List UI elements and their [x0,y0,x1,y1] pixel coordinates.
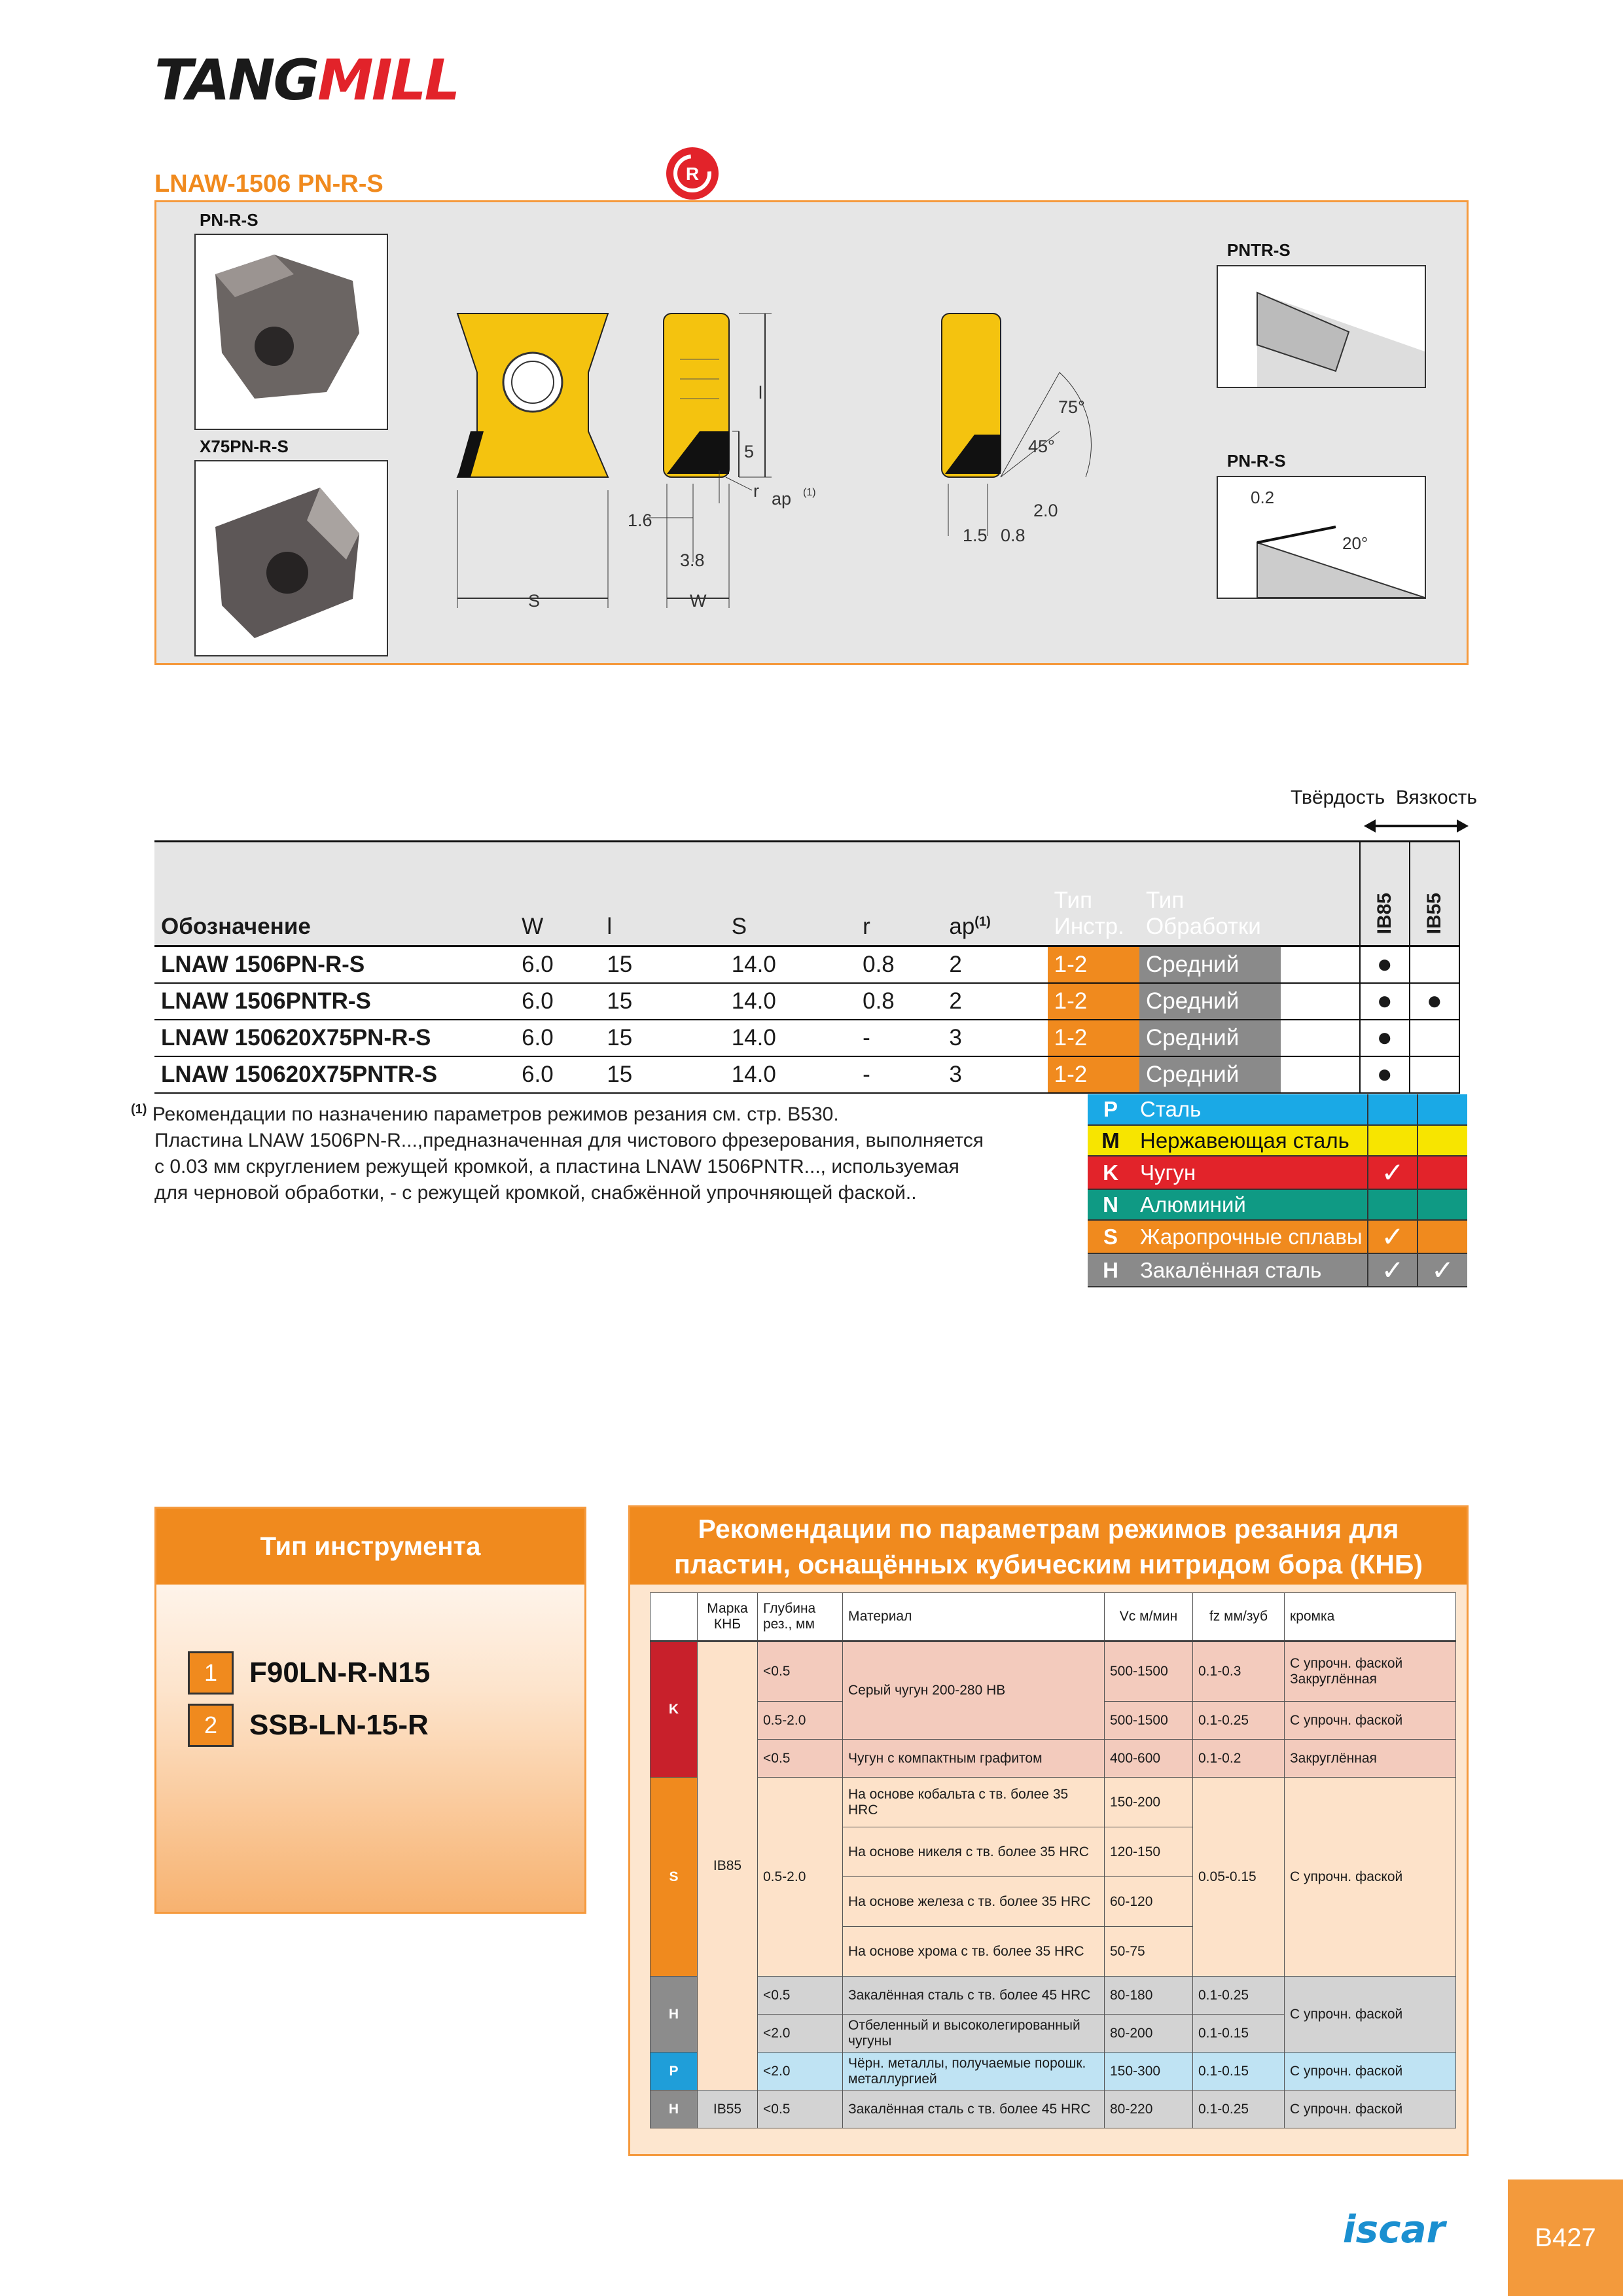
note-line-4: для черновой обработки, - с режущей кромкой, снабжённой упрочняющей фаской.. [154,1182,917,1204]
tool-type-panel [154,1507,586,1914]
footnote: $^{(1)}$ Рекомендации по назначению параметров режимов резания см. стр. B530. Пластина LNAW 1506PN-R...,предназначенная для чистового фрезерования, выполняется с 0.03 мм скруглением режущей кромкой, а пластина LNAW 1506PNTR..., используемая для черновой обработки, - с режущей кромкой, снабжённой упрочняющей фаской.. [131,1096,984,1206]
col-designation: Обозначение [154,842,515,946]
right-hand-badge-icon [664,145,721,202]
dim-5: 5 [744,442,755,461]
product-title: LNAW-1506 PN-R-S [154,170,383,198]
angle-45: 45° [1028,437,1055,456]
dim-0-2: 0.2 [1251,488,1275,507]
col-edge: кромка [1285,1593,1456,1641]
badge-letter: R [685,164,700,184]
material-row: S Жаропрочные сплавы ✓ [1088,1220,1467,1253]
tangmill-logo [154,48,459,113]
pntr-s-edge-detail [1217,265,1426,388]
col-l: l [600,842,724,946]
cbn-recommendations-panel [628,1505,1469,2156]
col-r: r [856,842,942,946]
hardness-toughness-scale [1291,787,1477,809]
table-row: LNAW 150620X75PN-R-S 6.0 15 14.0 - 3 1-2 Средний ● [154,1020,1459,1056]
col-machining-type: Тип Обработки [1139,842,1281,946]
pn-r-s-edge-detail [1217,476,1426,599]
dim-l: l [758,383,762,403]
logo-text-mill: MILL [317,48,459,113]
hardness-label: Твёрдость [1291,787,1385,808]
material-row: P Сталь [1088,1094,1467,1125]
insert-technical-drawing [431,300,1204,641]
group-h-ib55: H [651,2090,698,2128]
insert-photo-pn-r-s [194,234,388,430]
group-k: K [651,1641,698,1778]
toughness-label: Вязкость [1395,787,1478,808]
angle-75: 75° [1058,397,1085,417]
col-w: W [515,842,600,946]
material-row: N Алюминий [1088,1189,1467,1220]
material-group-legend [1088,1094,1467,1287]
dim-0-8: 0.8 [1001,526,1026,545]
angle-20: 20° [1342,533,1368,553]
dim-s: S [528,591,541,611]
col-fz: fz мм/зуб [1193,1593,1285,1641]
col-cbn-grade: Марка КНБ [698,1593,758,1641]
tool-type-item: 2 SSB-LN-15-R [188,1704,429,1747]
dim-ap-sup: (1) [803,487,816,498]
note-line-2: Пластина LNAW 1506PN-R...,предназначенная для чистового фрезерования, выполняется [154,1130,984,1151]
col-depth: Глубина рез., мм [758,1593,843,1641]
dim-1-5: 1.5 [963,526,988,545]
table-row: LNAW 1506PNTR-S 6.0 15 14.0 0.8 2 1-2 Средний ● ● [154,983,1459,1020]
dim-w: W [690,591,707,611]
col-ap: $ap^{(1)}$ [942,842,1047,946]
dim-r: r [753,481,759,501]
col-material: Материал [843,1593,1105,1641]
group-p: P [651,2053,698,2090]
group-s: S [651,1778,698,1977]
col-s: S [725,842,856,946]
recommendations-title: Рекомендации по параметрам режимов резания для пластин, оснащённых кубическим нитридом бора (КНБ) [630,1507,1467,1585]
table-row: LNAW 150620X75PNTR-S 6.0 15 14.0 - 3 1-2 Средний ● [154,1056,1459,1093]
dim-1-6: 1.6 [628,511,652,530]
dim-ap: ap [772,489,792,509]
scale-arrow-icon [1364,817,1469,836]
tool-type-title: Тип инструмента [156,1509,584,1585]
col-ib55: IB55 [1410,842,1459,946]
grade-ib85: IB85 [698,1641,758,2090]
grade-ib55: IB55 [698,2090,758,2128]
note-line-3: с 0.03 мм скруглением режущей кромкой, а пластина LNAW 1506PNTR..., используемая [154,1156,959,1177]
dim-2-0: 2.0 [1033,501,1058,520]
detail2-label: PN-R-S [1227,451,1286,471]
cutting-parameters-table: Марка КНБ Глубина рез., мм Материал Vc м/мин fz мм/зуб кромка K IB85 <0.5 Серый чугун 200-280 HB 500-1500 0.1-0.3 С упрочн. фаской Закруглённая 0.5-2.0 500-1500 0.1-0.25 С упрочн. фаской <0.5 Чугун с компактным графитом 400-600 0.1-0.2 Закруглённая S 0.5-2.0 На основе кобальта с тв. более 35 HRC 150-200 0.05-0.15 С упрочн. фаской На основе никеля с тв. более 35 HRC 120-150 На основе железа с тв. более 35 HRC 60-120 На основе хрома с тв. более 35 HRC 50-75 H <0.5 Закалённая сталь с тв. более 45 HRC 80-180 0.1-0.25 С упрочн. фаской <2.0 Отбеленный и высоколегированный чугуны 80-200 0.1-0.15 P <2.0 Чёрн. металлы, получаемые порошк. металлургией 150-300 0.1-0.15 С упрочн. фаской H IB55 <0.5 Закалённая сталь с тв. более 45 HRC 80-220 0.1-0.25 С упрочн. фаской [650,1592,1456,2128]
logo-text-tang: TANG [154,48,318,113]
col-ib85: IB85 [1360,842,1410,946]
material-row: M Нержавеющая сталь [1088,1125,1467,1156]
insert-diagram-panel [154,200,1469,665]
col-vc: Vc м/мин [1105,1593,1193,1641]
insert-specification-table [154,840,1469,1094]
page-number: B427 [1508,2179,1623,2296]
detail1-label: PNTR-S [1227,240,1291,260]
insert-photo-x75pn-r-s [194,460,388,656]
iscar-logo [1335,2197,1453,2255]
photo1-label: PN-R-S [200,210,259,230]
group-h: H [651,1977,698,2053]
photo2-label: X75PN-R-S [200,437,289,456]
svg-text:iscar: iscar [1342,2207,1446,2251]
tool-type-item: 1 F90LN-R-N15 [188,1651,430,1695]
note-line-1: Рекомендации по назначению параметров режимов резания см. стр. B530. [152,1103,839,1125]
material-row: H Закалённая сталь ✓ ✓ [1088,1253,1467,1287]
material-row: K Чугун ✓ [1088,1156,1467,1189]
table-row: LNAW 1506PN-R-S 6.0 15 14.0 0.8 2 1-2 Средний ● [154,946,1459,983]
dim-3-8: 3.8 [680,550,705,570]
col-tool-type: Тип Инстр. [1048,842,1139,946]
